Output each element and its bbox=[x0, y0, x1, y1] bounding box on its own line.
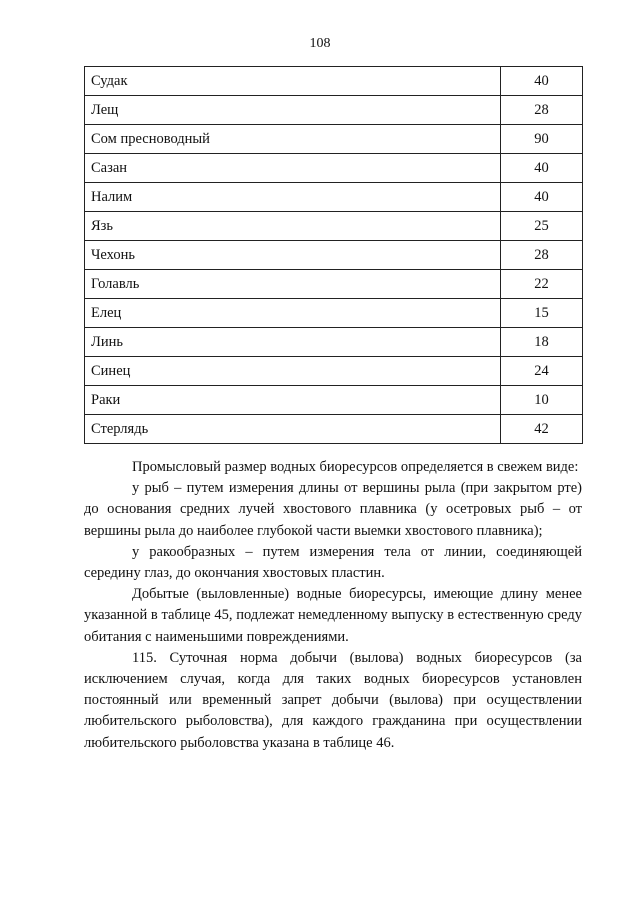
size-value: 42 bbox=[501, 415, 583, 444]
body-text bbox=[84, 457, 582, 754]
species-name: Голавль bbox=[85, 270, 501, 299]
species-name: Сазан bbox=[85, 154, 501, 183]
size-value: 28 bbox=[501, 96, 583, 125]
species-name: Раки bbox=[85, 386, 501, 415]
size-value: 40 bbox=[501, 154, 583, 183]
table-row bbox=[85, 212, 583, 241]
species-name: Елец bbox=[85, 299, 501, 328]
size-value: 40 bbox=[501, 67, 583, 96]
paragraph-fish-measurement: у рыб – путем измерения длины от вершины рыла (при закрытом рте) до основания средних лучей хвостового плавника (у осетровых рыб – от вершины рыла до наиболее глубокой части выемки хвостового плавника); bbox=[84, 480, 582, 539]
species-name: Сом пресноводный bbox=[85, 125, 501, 154]
size-value: 90 bbox=[501, 125, 583, 154]
fish-size-table bbox=[84, 66, 583, 444]
species-name: Язь bbox=[85, 212, 501, 241]
table-row bbox=[85, 154, 583, 183]
size-value: 10 bbox=[501, 386, 583, 415]
paragraph-crustacean-measurement: у ракообразных – путем измерения тела от линии, соединяющей середину глаз, до окончания хвостовых пластин. bbox=[84, 543, 582, 582]
table-row bbox=[85, 67, 583, 96]
table-row bbox=[85, 299, 583, 328]
table-row bbox=[85, 183, 583, 212]
size-value: 24 bbox=[501, 357, 583, 386]
paragraph-release-rule: Добытые (выловленные) водные биоресурсы, имеющие длину менее указанной в таблице 45, подлежат немедленному выпуску в естественную среду обитания с наименьшими повреждениями. bbox=[84, 586, 582, 645]
paragraph-size-definition: Промысловый размер водных биоресурсов определяется в свежем виде: bbox=[132, 459, 579, 475]
page-number: 108 bbox=[309, 36, 331, 51]
size-value: 25 bbox=[501, 212, 583, 241]
table-row bbox=[85, 386, 583, 415]
size-value: 22 bbox=[501, 270, 583, 299]
table-row bbox=[85, 96, 583, 125]
table-row bbox=[85, 241, 583, 270]
species-name: Линь bbox=[85, 328, 501, 357]
size-value: 40 bbox=[501, 183, 583, 212]
table-row bbox=[85, 328, 583, 357]
size-value: 18 bbox=[501, 328, 583, 357]
species-name: Стерлядь bbox=[85, 415, 501, 444]
species-name: Лещ bbox=[85, 96, 501, 125]
table-row bbox=[85, 415, 583, 444]
paragraph-daily-limit: 115. Суточная норма добычи (вылова) водных биоресурсов (за исключением случая, когда для таких водных биоресурсов установлен постоянный или временный запрет добычи (вылова) при осуществлении любительского рыболовства), для каждого гражданина при осуществлении любительского рыболовства указана в таблице 46. bbox=[84, 649, 582, 751]
species-name: Чехонь bbox=[85, 241, 501, 270]
table-row bbox=[85, 357, 583, 386]
species-name: Судак bbox=[85, 67, 501, 96]
species-name: Синец bbox=[85, 357, 501, 386]
species-name: Налим bbox=[85, 183, 501, 212]
size-value: 28 bbox=[501, 241, 583, 270]
table-row bbox=[85, 125, 583, 154]
size-value: 15 bbox=[501, 299, 583, 328]
table-row bbox=[85, 270, 583, 299]
